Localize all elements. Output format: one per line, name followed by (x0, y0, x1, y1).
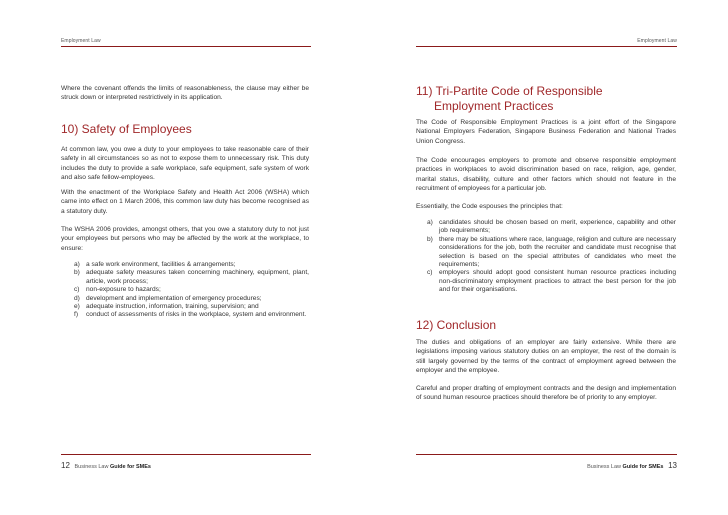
footer-title: Business Law (587, 464, 622, 470)
section-11-title-line-2: Employment Practices (434, 99, 554, 113)
list-item: a) a safe work environment, facilities & arrangements; (74, 261, 236, 268)
section-10-paragraph-3: The WSHA 2006 provides, amongst others, that you owe a statutory duty to not just your employees but persons who may be affected by the work at the workplace, to ensure: (61, 226, 309, 252)
section-11-title-line-1: 11) Tri-Partite Code of Responsible (416, 84, 603, 98)
section-10-paragraph-2: With the enactment of the Workplace Safety and Health Act 2006 (WSHA) which came into effect on 1 March 2006, this common law duty has become recognised as a statutory duty. (61, 189, 309, 215)
section-12-title: 12) Conclusion (416, 318, 497, 332)
header-rule (61, 46, 311, 47)
right-page (364, 0, 728, 515)
section-11-title (416, 84, 686, 114)
running-header: Employment Law (61, 38, 101, 44)
footer-title-bold: Guide for SMEs (622, 464, 664, 470)
page-footer (587, 461, 677, 470)
footer-title: Business Law (74, 464, 109, 470)
section-11-paragraph-2: The Code encourages employers to promote and observe responsible employment practices in workplaces to avoid discrimination based on race, religion, age, gender, marital status, disability, culture and other factors which should not feature in the recruitment of employees for a particular job. (416, 157, 676, 193)
header-rule (416, 46, 677, 47)
page-footer (61, 461, 151, 470)
list-item: b) there may be situations where race, language, religion and culture are necessary considerations for the job, both the recruiter and candidate must recognise that selection is based on the special attributes of candidates who meet the requirements; (427, 235, 676, 269)
list-item: b) adequate safety measures taken concerning machinery, equipment, plant, article, work process; (74, 269, 309, 285)
section-12-paragraph-2: Careful and proper drafting of employment contracts and the design and implementation of sound human resource practices should therefore be of priority to any employer. (416, 385, 676, 402)
list-item: a) candidates should be chosen based on merit, experience, capability and other job requirements; (427, 219, 676, 235)
list-item: d) development and implementation of emergency procedures; (74, 294, 262, 302)
page-number: 13 (668, 461, 677, 470)
list-item: e) adequate instruction, information, training, supervision; and (74, 303, 259, 311)
footer-title-bold: Guide for SMEs (109, 464, 151, 470)
footer-rule (61, 454, 311, 455)
code-principles-list (427, 219, 676, 295)
list-item: f) conduct of assessments of risks in the workplace, system and environment. (74, 311, 307, 319)
section-11-paragraph-3: Essentially, the Code espouses the principles that: (416, 203, 563, 210)
safety-duties-list (74, 261, 309, 320)
footer-rule (416, 454, 677, 455)
list-item: c) non-exposure to hazards; (74, 286, 161, 294)
list-item: c) employers should adopt good consistent human resource practices including non-discriminatory employment practices to attract the best person for the job and for their organisations. (427, 269, 676, 294)
section-11-paragraph-1: The Code of Responsible Employment Practices is a joint effort of the Singapore National Employers Federation, Singapore Business Federation and National Trades Union Congress. (416, 119, 676, 145)
intro-paragraph: Where the covenant offends the limits of reasonableness, the clause may either be struck down or interpreted restrictively in its application. (61, 85, 309, 102)
section-12-paragraph-1: The duties and obligations of an employer are fairly extensive. While there are legislations imposing various statutory duties on an employer, the rest of the domain is still largely governed by the terms of the contract of employment agreed between the employer and the employee. (416, 339, 676, 375)
section-10-title: 10) Safety of Employees (61, 122, 192, 136)
running-header: Employment Law (637, 38, 677, 44)
section-10-paragraph-1: At common law, you owe a duty to your employees to take reasonable care of their safety in all circumstances so as not to expose them to unnecessary risk. This duty includes the duty to provide a safe workplace, safe equipment, safe system of work and also safe fellow-employees. (61, 146, 309, 182)
page-number: 12 (61, 461, 70, 470)
